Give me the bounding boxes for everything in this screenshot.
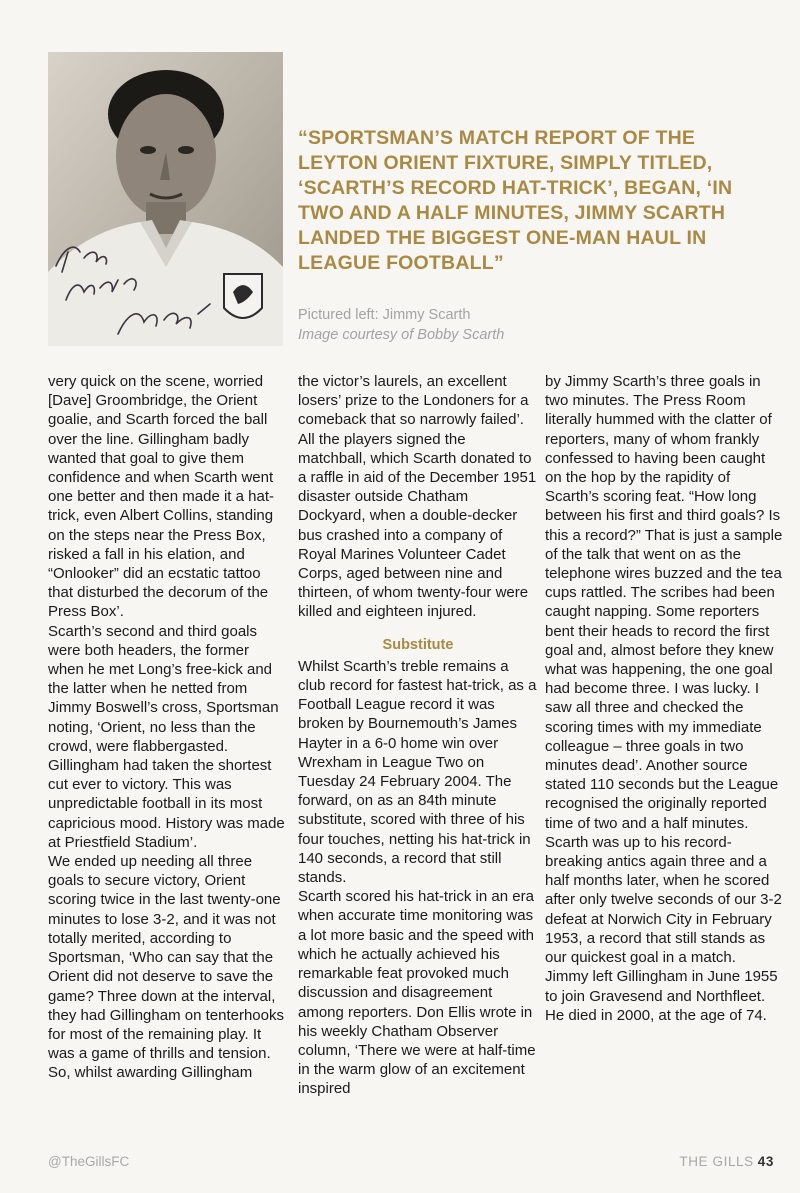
paragraph: the victor’s laurels, an excellent losers’ prize to the Londoners for a comeback that so narrowly failed’. All the players signed the matchball, which Scarth donated to a raffle in aid of the December 1951 disaster outside Chatham Dockyard, when a double-decker bus crashed into a company of Royal Marines Volunteer Cadet Corps, aged between nine and thirteen, of whom twenty-four were killed and eighteen injured. [298, 373, 537, 621]
page-number: 43 [757, 1154, 774, 1169]
paragraph: Scarth scored his hat-trick in an era when accurate time monitoring was a lot more basic and the speed with which he actually achieved his remarkable feat provoked much discussion and disagreement among reporters. Don Ellis wrote in his weekly Chatham Observer column, ‘There we were at half-time in the warm glow of an excitement inspired [298, 888, 536, 1098]
article-column-3 [545, 372, 785, 1025]
pull-quote: “SPORTSMAN’S MATCH REPORT OF THE LEYTON ORIENT FIXTURE, SIMPLY TITLED, ‘SCARTH’S RECORD HAT-TRICK’, BEGAN, ‘IN TWO AND A HALF MINUTES, JIMMY SCARTH LANDED THE BIGGEST ONE-MAN HAUL IN LEAGUE FOOTBALL” [298, 127, 733, 274]
paragraph: Scarth’s second and third goals were both headers, the former when he met Long’s free-kick and the latter when he netted from Jimmy Boswell’s cross, Sportsman noting, ‘Orient, no less than the crowd, were flabbergasted. Gillingham had taken the shortest cut ever to victory. This was unpredictable football in its most capricious mood. History was made at Priestfield Stadium’. [48, 622, 285, 851]
paragraph: Whilst Scarth’s treble remains a club record for fastest hat-trick, as a Football League record it was broken by Bournemouth’s James Hayter in a 6-0 home win over Wrexham in League Two on Tuesday 24 February 2004. The forward, on as an 84th minute substitute, scored with three of his four touches, netting his hat-trick in 140 seconds, a record that still stands. [298, 657, 537, 887]
paragraph: Jimmy left Gillingham in June 1955 to join Gravesend and Northfleet. He died in 2000, at the age of 74. [545, 968, 778, 1024]
section-subheading: Substitute [382, 636, 454, 653]
player-photo [48, 52, 283, 346]
paragraph: by Jimmy Scarth’s three goals in two minutes. The Press Room literally hummed with the clatter of reporters, many of whom frankly confessed to having been caught on the hop by the rapidity of Scarth’s scoring feat. “How long between his first and third goals? Is this a record?” That is just a sample of the talk that went on as the telephone wires buzzed and the tea cups rattled. The scribes had been caught napping. Some reporters bent their heads to record the first goal and, almost before they knew what was happening, the one goal had become three. I was lucky. I saw all three and checked the scoring times with my immediate colleague – three goals in two minutes dead’. Another source stated 110 seconds but the League recognised the originally reported time of two and a half minutes. [545, 373, 783, 832]
caption-subject: Pictured left: Jimmy Scarth [298, 307, 471, 323]
magazine-title: THE GILLS [679, 1154, 754, 1169]
club-crest-icon [224, 274, 262, 318]
paragraph: Scarth was up to his record-breaking antics again three and a half months later, when he scored after only twelve seconds of our 3-2 defeat at Norwich City in February 1953, a record that still stands as our quickest goal in a match. [545, 833, 782, 967]
social-handle: @TheGillsFC [48, 1154, 130, 1169]
magazine-folio [679, 1154, 774, 1169]
photo-caption [298, 305, 598, 345]
player-portrait-illustration [48, 52, 283, 346]
article-column-1 [48, 372, 288, 1083]
paragraph: We ended up needing all three goals to secure victory, Orient scoring twice in the last twenty-one minutes to lose 3-2, and it was not totally merited, according to Sportsman, ‘Who can say that the Orient did not deserve to save the game? Three down at the interval, they had Gillingham on tenterhooks for most of the remaining play. It was a game of thrills and tension. So, whilst awarding Gillingham [48, 853, 284, 1082]
caption-credit: Image courtesy of Bobby Scarth [298, 327, 505, 343]
paragraph: very quick on the scene, worried [Dave] Groombridge, the Orient goalie, and Scarth forced the ball over the line. Gillingham badly wanted that goal to give them confidence and when Scarth went one better and then made it a hat-trick, even Albert Collins, standing on the steps near the Press Box, risked a fall in his elation, and “Onlooker” did an ecstatic tattoo that disturbed the decorum of the Press Box’. [48, 373, 274, 621]
article-column-2 [298, 372, 538, 1099]
